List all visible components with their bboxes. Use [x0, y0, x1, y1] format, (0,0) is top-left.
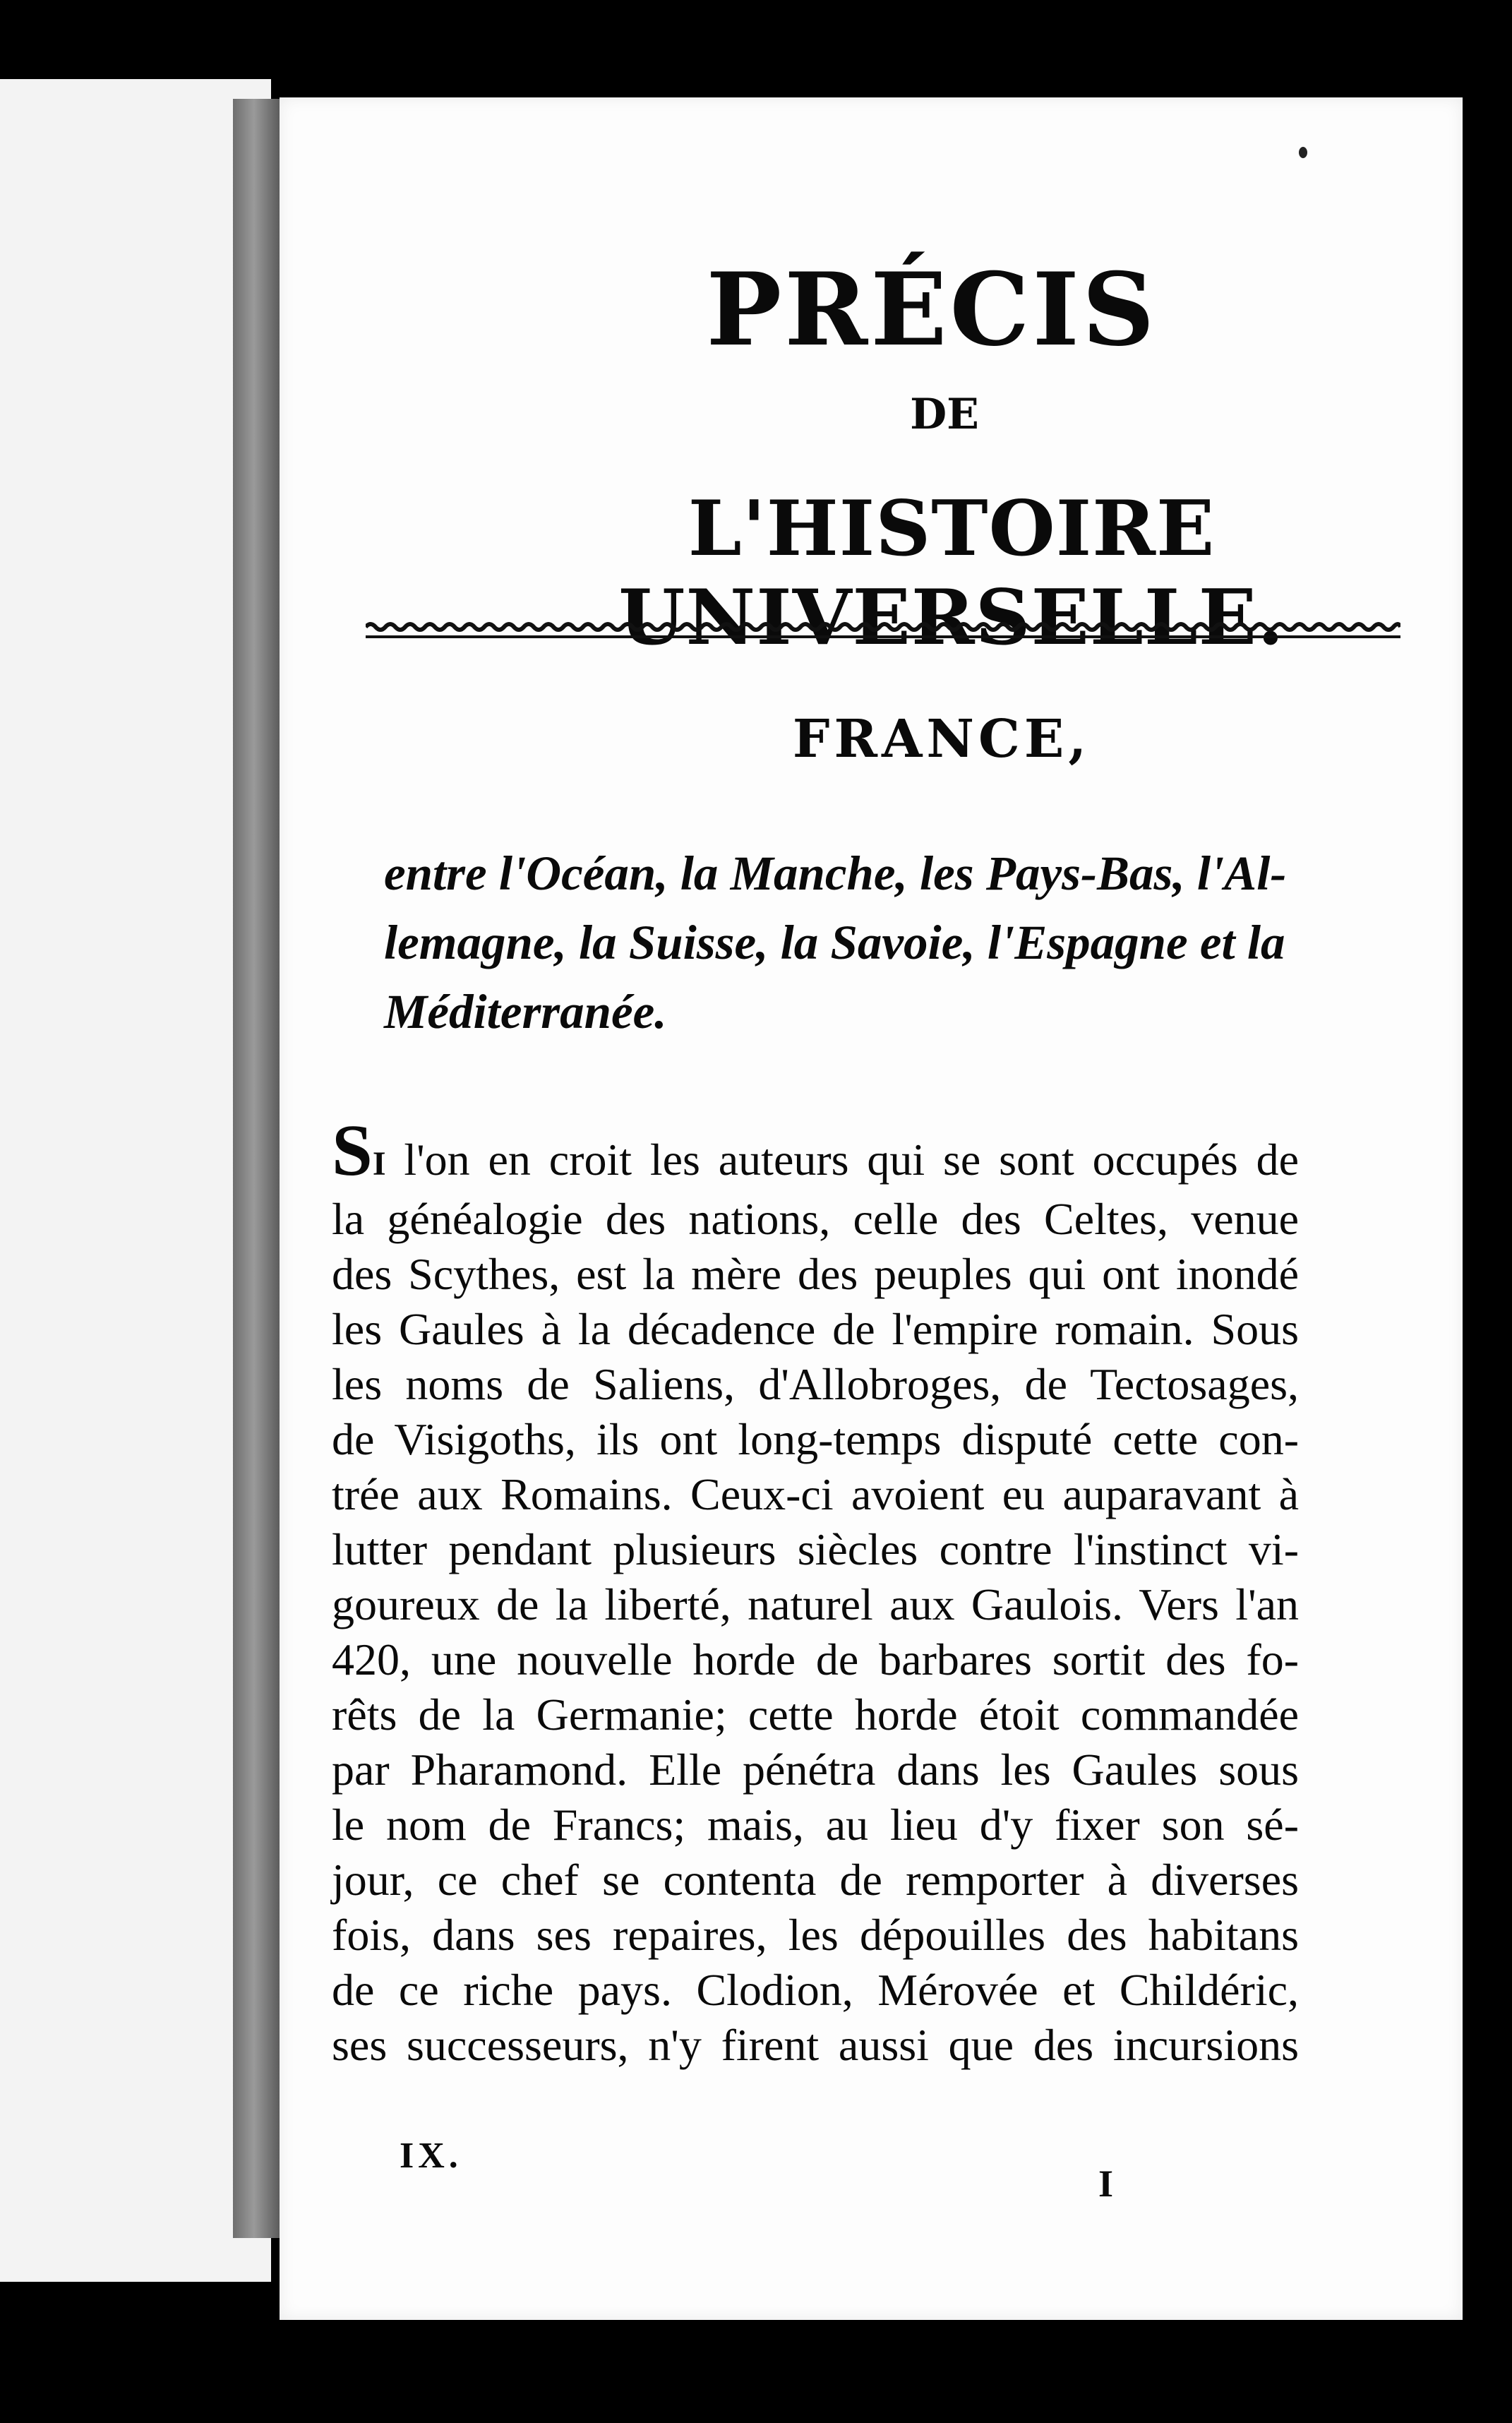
body-line: par Pharamond. Elle pénétra dans les Gaules sous: [332, 1745, 1299, 1795]
body-line-text: l'on en croit les auteurs qui se sont occupés de: [404, 1135, 1300, 1185]
body-line: trée aux Romains. Ceux-ci avoient eu auparavant à: [332, 1469, 1299, 1519]
body-line: ses successeurs, n'y firent aussi que des incursions: [332, 2020, 1299, 2070]
body-line: de ce riche pays. Clodion, Mérovée et Childéric,: [332, 1965, 1299, 2015]
body-paragraph: [332, 1110, 1300, 2073]
signature-mark: IX.: [400, 2136, 462, 2176]
subtitle-line: lemagne, la Suisse, la Savoie, l'Espagne et la: [384, 916, 1285, 969]
ink-speck: [1299, 147, 1307, 158]
subtitle-line: entre l'Océan, la Manche, les Pays-Bas, l'Al-: [384, 846, 1287, 900]
body-line: la généalogie des nations, celle des Celtes, venue: [332, 1194, 1299, 1244]
body-line: 420, une nouvelle horde de barbares sortit des fo-: [332, 1634, 1299, 1685]
subtitle-line: Méditerranée.: [384, 985, 667, 1039]
section-subtitle: [384, 839, 1415, 1046]
body-line: les Gaules à la décadence de l'empire romain. Sous: [332, 1304, 1299, 1354]
page-folio: I: [1098, 2162, 1114, 2205]
drop-cap: S: [332, 1110, 373, 1191]
body-line: goureux de la liberté, naturel aux Gaulois. Vers l'an: [332, 1579, 1299, 1629]
title-histoire-universelle: L'HISTOIRE UNIVERSELLE.: [618, 484, 1285, 662]
wavy-rule: [366, 620, 1400, 641]
body-line: les noms de Saliens, d'Allobroges, de Tectosages,: [332, 1359, 1299, 1409]
body-line-first: [332, 1110, 1300, 1192]
body-line: le nom de Francs; mais, au lieu d'y fixer son sé-: [332, 1800, 1299, 1850]
body-line: jour, ce chef se contenta de remporter à diverses: [332, 1855, 1299, 1905]
facing-page: [0, 79, 271, 2282]
title-de: DE: [910, 390, 979, 439]
body-line: lutter pendant plusieurs siècles contre l'instinct vi-: [332, 1524, 1299, 1574]
body-line: fois, dans ses repaires, les dépouilles des habitans: [332, 1910, 1299, 1960]
body-line: rêts de la Germanie; cette horde étoit commandée: [332, 1689, 1299, 1740]
body-line: de Visigoths, ils ont long-temps disputé cette con-: [332, 1414, 1299, 1464]
body-line: des Scythes, est la mère des peuples qui ont inondé: [332, 1249, 1299, 1299]
small-cap: I: [372, 1145, 386, 1183]
title-precis: PRÉCIS: [706, 251, 1158, 369]
book-gutter: [233, 99, 280, 2238]
book-page: [280, 97, 1463, 2320]
section-title: FRANCE,: [792, 709, 1091, 770]
